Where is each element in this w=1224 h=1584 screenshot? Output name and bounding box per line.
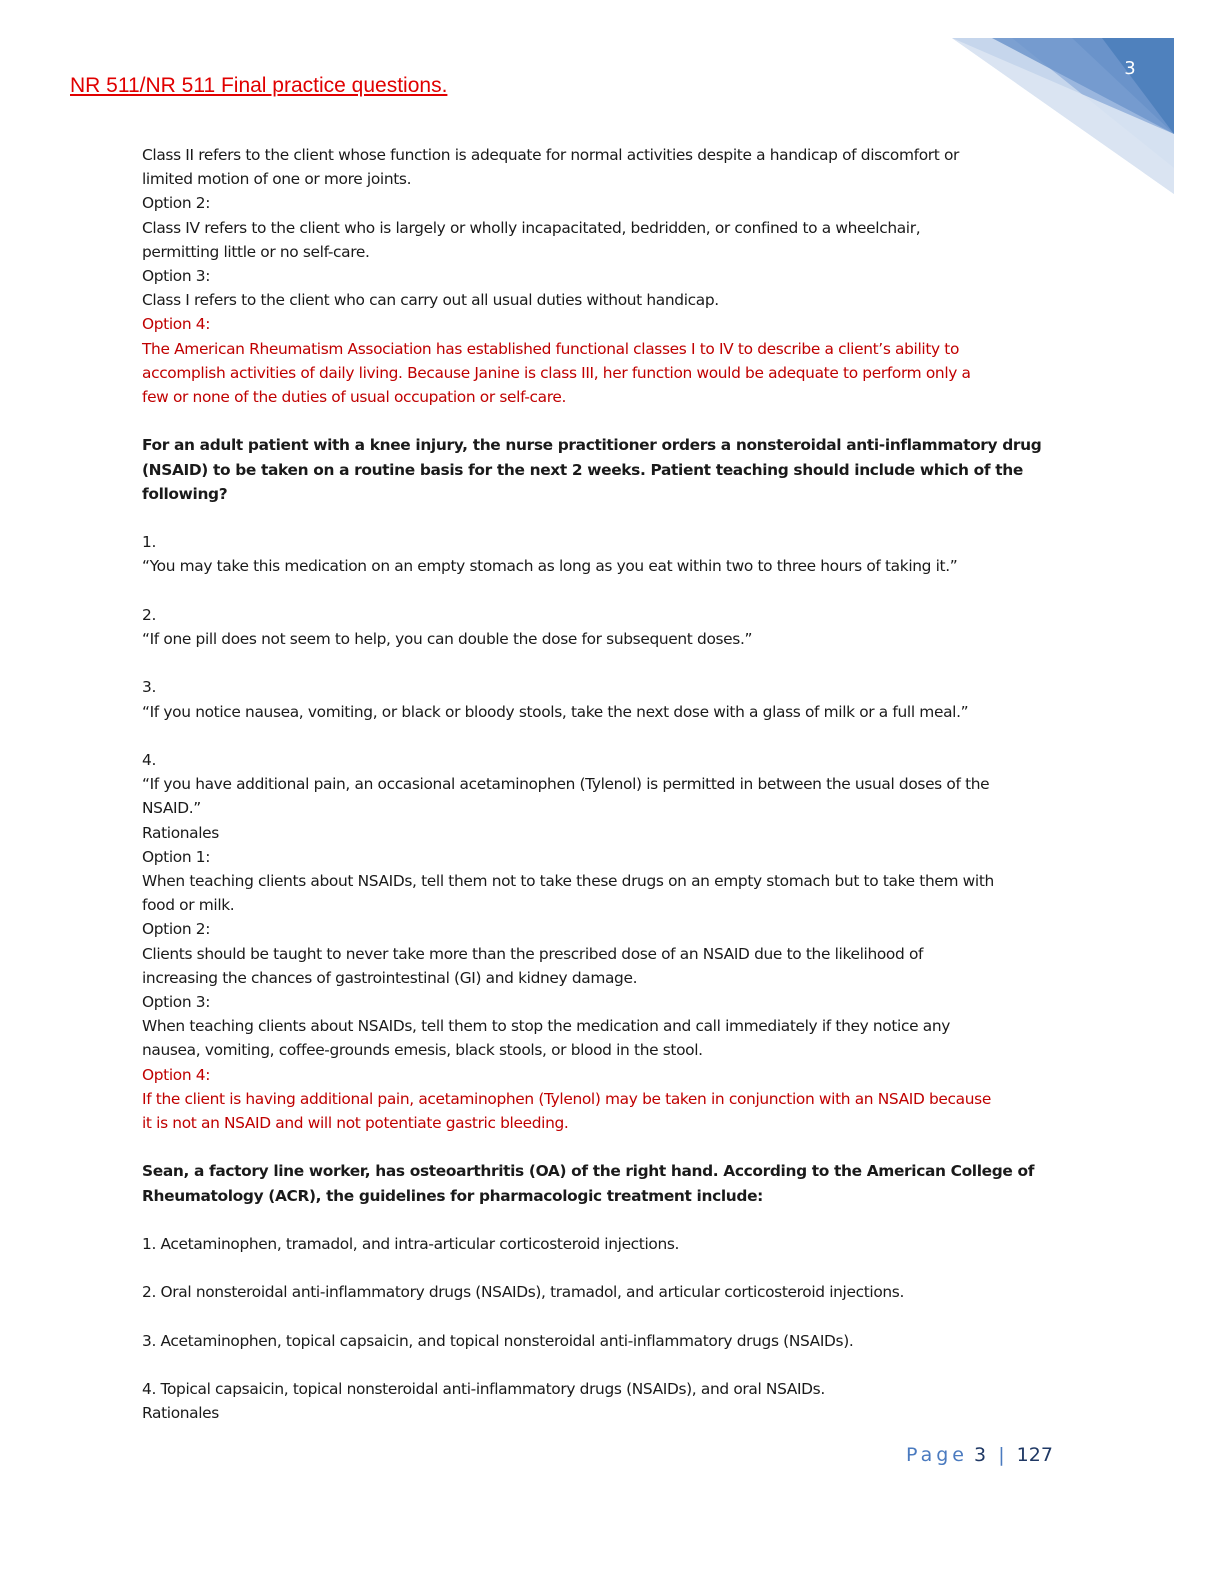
- correct-rationale-line: few or none of the duties of usual occupation or self-care.: [142, 388, 567, 407]
- text-line: food or milk.: [142, 896, 235, 915]
- option-label: Option 3:: [142, 267, 211, 286]
- rationales-heading: Rationales: [142, 1404, 219, 1423]
- question-text: following?: [142, 484, 228, 503]
- text-line: nausea, vomiting, coffee-grounds emesis, black stools, or blood in the stool.: [142, 1041, 703, 1060]
- correct-option-label: Option 4:: [142, 1065, 211, 1084]
- choice-text: “You may take this medication on an empty stomach as long as you eat within two to three hours of taking it.”: [142, 557, 958, 576]
- choice-number: 2.: [142, 605, 156, 624]
- text-line: Class I refers to the client who can carry out all usual duties without handicap.: [142, 291, 719, 310]
- corner-page-number: 3: [1124, 58, 1136, 79]
- question-text: Rheumatology (ACR), the guidelines for pharmacologic treatment include:: [142, 1186, 763, 1205]
- option-label: Option 2:: [142, 920, 211, 939]
- choice-text: 4. Topical capsaicin, topical nonsteroidal anti-inflammatory drugs (NSAIDs), and oral NSAIDs.: [142, 1380, 825, 1399]
- text-line: When teaching clients about NSAIDs, tell them not to take these drugs on an empty stomach but to take them with: [142, 872, 994, 891]
- text-line: Class IV refers to the client who is largely or wholly incapacitated, bedridden, or confined to a wheelchair,: [142, 218, 921, 237]
- text-line: Class II refers to the client whose function is adequate for normal activities despite a handicap of discomfort or: [142, 146, 960, 164]
- page-content: [142, 143, 1072, 1426]
- choice-text: 3. Acetaminophen, topical capsaicin, and topical nonsteroidal anti-inflammatory drugs (NSAIDs).: [142, 1331, 854, 1350]
- option-label: Option 1:: [142, 847, 211, 866]
- choice-number: 1.: [142, 533, 156, 552]
- correct-rationale-line: If the client is having additional pain, acetaminophen (Tylenol) may be taken in conjunction with an NSAID because: [142, 1089, 991, 1108]
- page-word: Page: [906, 1444, 968, 1466]
- question-text: For an adult patient with a knee injury, the nurse practitioner orders a nonsteroidal anti-inflammatory drug: [142, 436, 1042, 455]
- rationales-heading: Rationales: [142, 823, 219, 842]
- text-line: permitting little or no self-care.: [142, 242, 370, 261]
- choice-text: “If you notice nausea, vomiting, or black or bloody stools, take the next dose with a glass of milk or a full meal.”: [142, 702, 969, 721]
- correct-rationale-line: accomplish activities of daily living. Because Janine is class III, her function would be adequate to perform only a: [142, 363, 971, 382]
- page-footer: [906, 1444, 1053, 1466]
- choice-number: 3.: [142, 678, 156, 697]
- option-label: Option 2:: [142, 194, 211, 213]
- total-pages: 127: [1016, 1444, 1053, 1466]
- question-text: Sean, a factory line worker, has osteoarthritis (OA) of the right hand. According to the American College of: [142, 1162, 1035, 1181]
- correct-rationale-line: it is not an NSAID and will not potentiate gastric bleeding.: [142, 1114, 569, 1133]
- choice-number: 4.: [142, 751, 156, 769]
- text-line: increasing the chances of gastrointestinal (GI) and kidney damage.: [142, 968, 638, 987]
- question-text: (NSAID) to be taken on a routine basis for the next 2 weeks. Patient teaching should include which of the: [142, 460, 1023, 479]
- choice-text: 1. Acetaminophen, tramadol, and intra-articular corticosteroid injections.: [142, 1235, 680, 1254]
- text-line: limited motion of one or more joints.: [142, 170, 412, 189]
- footer-separator: |: [998, 1444, 1005, 1466]
- document-title: NR 511/NR 511 Final practice questions.: [70, 74, 448, 97]
- correct-option-label: Option 4:: [142, 315, 211, 334]
- text-line: When teaching clients about NSAIDs, tell them to stop the medication and call immediately if they notice any: [142, 1017, 951, 1036]
- choice-text: 2. Oral nonsteroidal anti-inflammatory drugs (NSAIDs), tramadol, and articular corticosteroid injections.: [142, 1283, 905, 1302]
- choice-text: NSAID.”: [142, 799, 201, 818]
- option-label: Option 3:: [142, 993, 211, 1012]
- choice-text: “If you have additional pain, an occasional acetaminophen (Tylenol) is permitted in between the usual doses of the: [142, 775, 990, 794]
- text-line: Clients should be taught to never take more than the prescribed dose of an NSAID due to the likelihood of: [142, 944, 924, 963]
- page-number: 3: [974, 1444, 987, 1466]
- choice-text: “If one pill does not seem to help, you can double the dose for subsequent doses.”: [142, 630, 753, 649]
- correct-rationale-line: The American Rheumatism Association has established functional classes I to IV to describe a client’s ability to: [142, 339, 960, 358]
